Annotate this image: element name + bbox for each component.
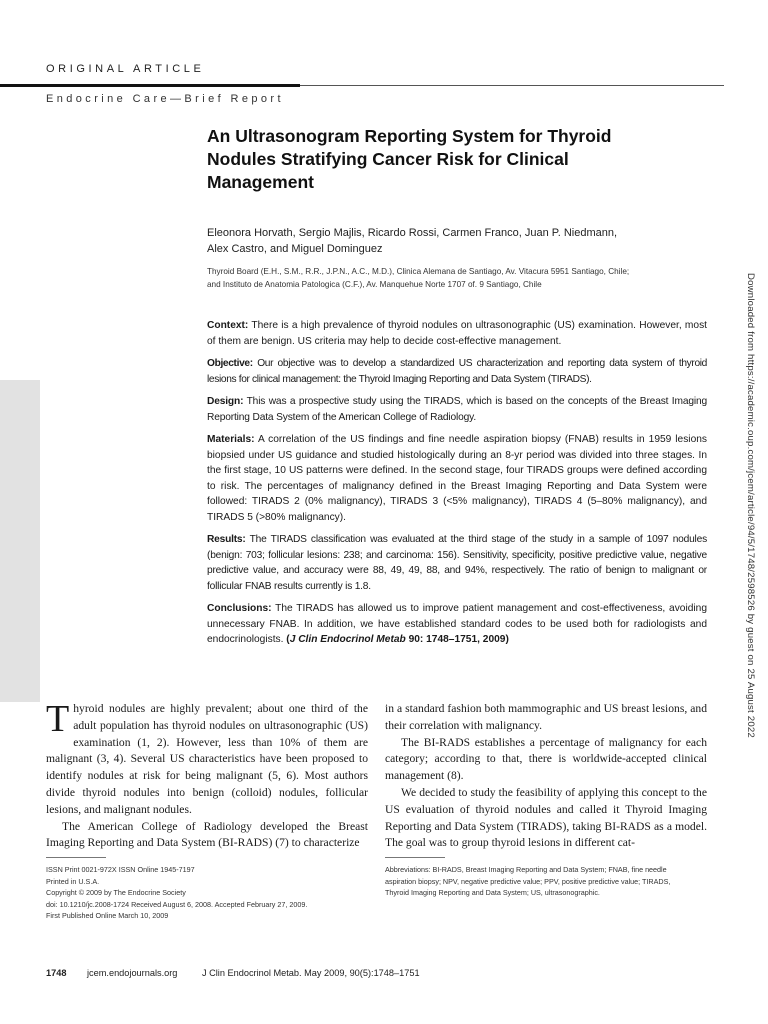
conclusions-label: Conclusions:	[207, 603, 272, 614]
footnote-line: Printed in U.S.A.	[46, 876, 100, 886]
authors-line-1: Eleonora Horvath, Sergio Majlis, Ricardo Rossi, Carmen Franco, Juan P. Niedmann,	[207, 227, 618, 239]
abstract-results	[207, 532, 707, 594]
article-title: An Ultrasonogram Reporting System for Thyroid Nodules Stratifying Cancer Risk for Clinical Management	[207, 126, 612, 192]
page-number: 1748	[46, 968, 67, 978]
abstract-materials	[207, 432, 707, 525]
objective-label: Objective:	[207, 358, 253, 369]
footnote-rule	[46, 857, 106, 858]
affiliation-line-2: and Instituto de Anatomia Patologica (C.F.), Av. Manquehue Norte 1707 of. 9 Santiago, Chile	[207, 280, 542, 289]
section-heading: ORIGINAL ARTICLE	[46, 63, 205, 75]
affiliation-line-1: Thyroid Board (E.H., S.M., R.R., J.P.N., A.C., M.D.), Clinica Alemana de Santiago, Av. Vitacura 5951 Santiago, Chile;	[207, 267, 630, 276]
margin-tab	[0, 380, 40, 702]
download-notice-text: Downloaded from https://academic.oup.com/jcem/article/94/5/1748/2598526 by guest on 25 August 2022	[745, 273, 756, 738]
publication-info	[46, 864, 368, 922]
context-label: Context:	[207, 320, 249, 331]
page-footer	[46, 968, 420, 978]
affiliations	[207, 265, 707, 291]
citation-journal: J Clin Endocrinol Metab	[289, 634, 406, 645]
conclusions-text: The TIRADS has allowed us to improve patient management and cost-effectiveness, avoiding unnecessary FNAB. In addition, we have established standard codes to be used both for radiologists and endocrinologists.	[207, 603, 707, 645]
abstract-objective	[207, 356, 707, 387]
footnote-line: Abbreviations: BI-RADS, Breast Imaging Reporting and Data System; FNAB, fine needle	[385, 865, 667, 874]
body-paragraph: in a standard fashion both mammographic and US breast lesions, and their correlation with malignancy.	[385, 702, 707, 732]
body-text: hyroid nodules are highly prevalent; about one third of the adult population has thyroid nodules on ultrasonographic (US) examination (1, 2). However, less than 10% of them are malignant (3, 4). Several US characteristics have been proposed to identify nodules at risk for being malignant (5, 6). Most authors divide thyroid nodules into benign (colloid) nodules, follicular lesions, and malignant nodules.	[46, 702, 368, 816]
objective-text: Our objective was to develop a standardized US characterization and reporting data system of thyroid lesions for clinical management: the Thyroid Imaging Reporting and Data System (TIRADS).	[207, 358, 707, 385]
footnote-line: First Published Online March 10, 2009	[46, 911, 169, 921]
drop-cap: T	[46, 698, 70, 740]
journal-citation: J Clin Endocrinol Metab. May 2009, 90(5):1748–1751	[201, 968, 420, 978]
materials-label: Materials:	[207, 434, 255, 445]
subsection-heading: Endocrine Care—Brief Report	[46, 93, 284, 105]
journal-website-link[interactable]: jcem.endojournals.org	[87, 968, 178, 978]
abstract	[207, 318, 707, 655]
materials-text: A correlation of the US findings and fine needle aspiration biopsy (FNAB) results in 1959 lesions biopsied under US guidance and studied histologically during an 8-yr period was divided into three stages. In the first stage, 10 US patterns were defined. In the second stage, four TIRADS groups were defined according to risk. The percentages of malignancy defined in the Breast Imaging Reporting and Data System were followed: TIRADS 2 (0% malignancy), TIRADS 3 (<5% malignancy), TIRADS 4 (5–80% malignancy), and TIRADS 5 (>80% malignancy).	[207, 434, 707, 523]
body-paragraph: The American College of Radiology developed the Breast Imaging Reporting and Data System (BI-RADS) (7) to characterize	[46, 819, 368, 850]
citation-rest: 90: 1748–1751, 2009)	[405, 634, 509, 645]
download-notice	[745, 273, 759, 773]
body-column-right	[385, 701, 707, 852]
author-list	[207, 225, 707, 257]
abstract-conclusions	[207, 601, 707, 648]
design-text: This was a prospective study using the TIRADS, which is based on the concepts of the Breast Imaging Reporting Data System of the American College of Radiology.	[207, 396, 707, 423]
authors-line-2: Alex Castro, and Miguel Dominguez	[207, 243, 383, 255]
results-label: Results:	[207, 534, 246, 545]
footnote-line: aspiration biopsy; NPV, negative predictive value; PPV, positive predictive value; TIRADS,	[385, 876, 671, 886]
abstract-design	[207, 394, 707, 425]
footnote-rule	[385, 857, 445, 858]
footnote-line: Copyright © 2009 by The Endocrine Society	[46, 888, 186, 898]
context-text: There is a high prevalence of thyroid nodules on ultrasonographic (US) examination. However, most of them are benign. US criteria may help to decide cost-effective management.	[207, 320, 708, 347]
header-rule-thin	[300, 85, 724, 86]
body-paragraph: The BI-RADS establishes a percentage of malignancy for each category; according to that, there is worldwide-accepted clinical management (8).	[385, 735, 707, 783]
body-paragraph	[46, 698, 368, 819]
body-paragraph: We decided to study the feasibility of applying this concept to the US evaluation of thyroid nodules and called it Thyroid Imaging Reporting and Data System (TIRADS), taking BI-RADS as a model. The goal was to group thyroid lesions in different cat-	[385, 785, 707, 850]
abbreviations-note	[385, 864, 707, 899]
body-column-left	[46, 698, 368, 852]
design-label: Design:	[207, 396, 244, 407]
footnote-line: doi: 10.1210/jc.2008-1724 Received August 6, 2008. Accepted February 27, 2009.	[46, 899, 308, 909]
results-text: The TIRADS classification was evaluated at the third stage of the study in a sample of 1097 nodules (benign: 703; follicular lesions: 238; and carcinoma: 156). Sensitivity, specificity, positive predictive value, negative predictive value, and accuracy were 88, 49, 49, 88, and 94%, respectively. The ratio of benign to malignant or follicular FNAB results currently is 1.8.	[207, 534, 707, 592]
abstract-context	[207, 318, 707, 349]
citation-open: (	[286, 634, 290, 645]
header-rule-thick	[0, 84, 300, 87]
footnote-line: ISSN Print 0021-972X ISSN Online 1945-7197	[46, 865, 195, 874]
citation	[286, 634, 509, 645]
footnote-line: Thyroid Imaging Reporting and Data System; US, ultrasonographic.	[385, 888, 600, 898]
